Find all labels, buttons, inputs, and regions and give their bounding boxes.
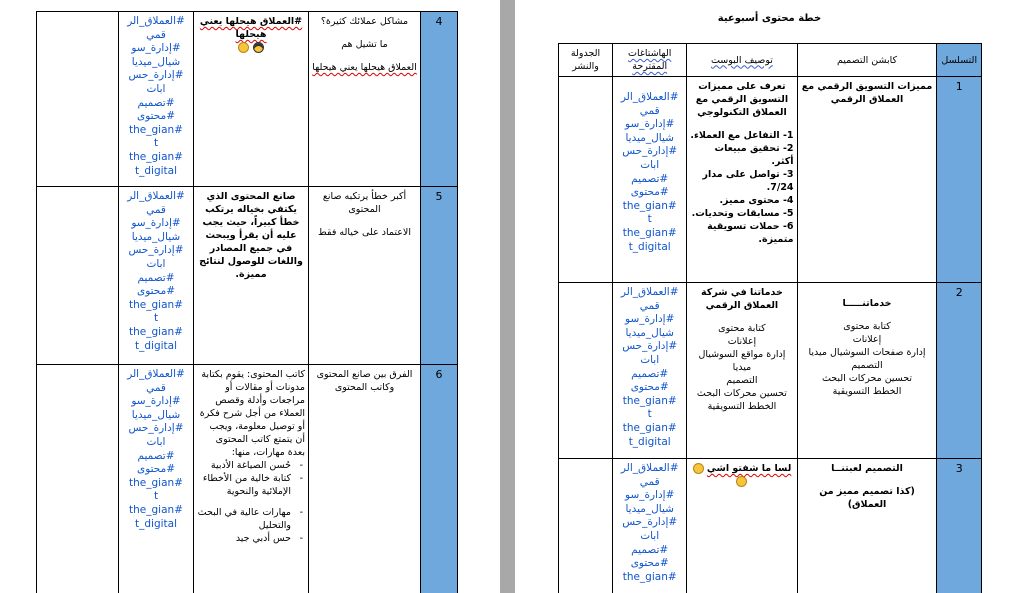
hashtag: t [153, 312, 159, 325]
hashtag: شيال_ميديا [131, 408, 181, 421]
caption-line: ما تشيل هم [341, 39, 388, 50]
list-item: كتابة محتوى [718, 323, 766, 334]
caption-cell [309, 187, 421, 365]
row-number: 6 [421, 365, 458, 593]
caption-line: الفرق بين صانع المحتوى وكاتب المحتوى [316, 369, 413, 393]
hashtag: #the_gian [622, 421, 677, 434]
schedule-cell [37, 365, 119, 593]
row-number: 5 [421, 187, 458, 365]
hashtag: شيال_ميديا [131, 55, 181, 68]
hashtag: t_digital [135, 517, 177, 530]
hashtag: #إدارة_حس [128, 244, 184, 257]
list-item: - مهارات عالية في البحث والتحليل [197, 506, 291, 532]
schedule-cell [559, 283, 613, 459]
hashtag: #تصميم [631, 543, 669, 556]
hashtag: #العملاق_الر [127, 190, 185, 202]
hashtag: t_digital [135, 164, 177, 177]
list-item: التصميم [726, 375, 758, 386]
header-post-description: توصيف البوست [687, 44, 797, 77]
table-row [37, 365, 458, 593]
post-text: لسا ما شفتو اشي [706, 463, 792, 474]
hashtag: #محتوى [630, 381, 669, 394]
hashtag: #إدارة_سو [625, 118, 675, 131]
list-item: 4- محتوى مميز. [719, 195, 794, 206]
hashtag: #the_gian [622, 570, 677, 583]
hashtag: ابات [146, 257, 166, 270]
hashtag: ابات [640, 529, 660, 542]
hashtag: t [153, 137, 159, 150]
hashtag: شيال_ميديا [625, 502, 674, 515]
post-title: خدماتنا في شركة العملاق الرقمي [701, 287, 783, 311]
hashtag: #the_gian [129, 298, 183, 311]
hashtag: #the_gian [622, 226, 677, 239]
hashtag: #محتوى [136, 285, 175, 298]
table-row [37, 187, 458, 365]
list-item: تحسين محركات البحث [696, 388, 787, 399]
caption-cell: مميزات التسويق الرقمي مع العملاق الرقمي [797, 77, 937, 283]
hashtag: #محتوى [136, 110, 175, 123]
row-number: 4 [421, 12, 458, 187]
caption-line: أكبر خطأ يرتكبه صانع المحتوى [322, 191, 407, 215]
hashtag: ابات [640, 158, 660, 171]
list-item: كتابة محتوى [843, 321, 891, 332]
hashtag: شيال_ميديا [131, 230, 181, 243]
hashtags-cell [613, 459, 687, 593]
hashtag: قمي [146, 203, 166, 216]
hashtag: #إدارة_حس [128, 69, 184, 82]
hashtag: ابات [640, 353, 660, 366]
hashtag: #محتوى [136, 463, 175, 476]
hashtag: t_digital [628, 240, 671, 253]
caption-cell [309, 365, 421, 593]
hashtag: #the_gian [622, 199, 677, 212]
content-plan-table-continued [36, 11, 458, 593]
document-page-left [0, 0, 500, 593]
sunglasses-emoji-icon [253, 42, 264, 53]
caption-title: خدماتنـــــا [842, 298, 892, 309]
smile-emoji-icon [238, 42, 249, 53]
hashtag: #العملاق_الر [620, 462, 679, 474]
table-row [559, 283, 982, 459]
list-item: 5- مسابقات وتحديات. [691, 208, 794, 219]
post-description-cell [687, 77, 797, 283]
hashtag: شيال_ميديا [625, 131, 674, 144]
list-item: 6- حملات تسويقية متميزة. [707, 221, 794, 245]
row-number: 2 [937, 283, 982, 459]
hashtag: #العملاق_الر [620, 91, 679, 103]
hashtag: #إدارة_سو [131, 395, 181, 408]
caption-cell [797, 459, 937, 593]
hashtags-cell [119, 12, 194, 187]
hashtag: #تصميم [631, 172, 669, 185]
hashtag: t [647, 408, 652, 421]
hashtag: t_digital [628, 435, 671, 448]
document-title: خطة محتوى أسبوعية [717, 13, 822, 24]
hashtag: قمي [146, 381, 166, 394]
list-item: - كتابة خالية من الأخطاء الإملائية والنحوية [197, 472, 291, 498]
table-row [37, 12, 458, 187]
hashtag: #the_gian [622, 394, 677, 407]
post-description-cell [194, 12, 309, 187]
list-item: التصميم [851, 360, 883, 371]
list-item: - حُسن الصياغة الأدبية [197, 459, 291, 472]
hashtag: #تصميم [631, 367, 669, 380]
caption-line: الاعتماد على خياله فقط [318, 227, 411, 238]
post-description-cell [194, 365, 309, 593]
list-item: تحسين محركات البحث [821, 373, 913, 384]
hashtag: #العملاق_الر [620, 286, 679, 298]
hashtag: ابات [146, 435, 166, 448]
caption-title: التصميم لعبتنــا [831, 463, 903, 474]
list-item: إعلانات [727, 336, 757, 347]
hashtag: #العملاق_الر [127, 368, 185, 380]
hashtag: #the_gian [129, 476, 183, 489]
hashtag: #the_gian [129, 150, 183, 163]
hashtag: t_digital [135, 339, 177, 352]
list-item: 3- تواصل على مدار 7/24. [702, 169, 794, 193]
row-number: 1 [937, 77, 982, 283]
hashtag: #the_gian [129, 123, 183, 136]
list-item: إعلانات [852, 334, 882, 345]
post-text: صانع المحتوى الذي يكتفي بخياله يرتكب خطأ كبيراً، حيث يجب عليه أن يقرأ ويبحث في جميع المصادر واللغات للوصول لنتائج مميزة. [199, 191, 303, 280]
hashtag: #إدارة_سو [625, 489, 675, 502]
schedule-cell [559, 77, 613, 283]
list-item: إدارة مواقع السوشيال ميديا [698, 349, 786, 373]
hashtag: #محتوى [630, 557, 669, 570]
hashtag: t [153, 490, 159, 503]
table-row [559, 77, 982, 283]
schedule-cell [37, 187, 119, 365]
header-hashtags: الهاشتاغات المقترحة [613, 44, 687, 77]
hashtag: #تصميم [137, 271, 175, 284]
caption-line: العملاق هيحلها يعني هيحلها [312, 62, 417, 73]
skills-list [197, 459, 305, 545]
header-serial: التسلسل [937, 44, 982, 77]
table-row [559, 459, 982, 593]
smile-emoji-icon [693, 463, 704, 474]
hashtag: #تصميم [137, 449, 175, 462]
hashtag: #إدارة_حس [622, 340, 678, 353]
table-header-row [559, 44, 982, 77]
hashtag: #إدارة_حس [622, 516, 678, 529]
caption-cell [309, 12, 421, 187]
hashtag: قمي [639, 299, 660, 312]
list-item: إدارة صفحات السوشيال ميديا [808, 347, 926, 358]
post-description-cell [687, 283, 797, 459]
hashtag: ابات [146, 82, 166, 95]
hashtag: شيال_ميديا [625, 326, 674, 339]
schedule-cell [37, 12, 119, 187]
row-number: 3 [937, 459, 982, 593]
schedule-cell [559, 459, 613, 593]
laughing-emoji-icon [736, 476, 747, 487]
post-intro: تعرف على مميزات التسويق الرقمي مع العملاق التكنولوجي [695, 81, 789, 118]
content-plan-table [558, 43, 982, 593]
header-schedule: الجدولة والنشر [559, 44, 613, 77]
hashtag: #محتوى [630, 186, 669, 199]
hashtag: قمي [639, 475, 660, 488]
document-page-right [515, 0, 1024, 593]
list-item: 1- التفاعل مع العملاء. [690, 130, 794, 141]
post-intro: كاتب المحتوى: يقوم بكتابة مدونات أو مقالات أو مراجعات وأدلة وقصص العملاء من أجل شرح فكرة أو توصيل معلومة، ويجب أن يتمتع كاتب المحتوى بعدة مهارات، منها: [199, 369, 305, 458]
hashtags-cell [613, 283, 687, 459]
hashtag: #تصميم [137, 96, 175, 109]
hashtag: t [647, 213, 652, 226]
post-description-cell [194, 187, 309, 365]
hashtag: #إدارة_سو [131, 217, 181, 230]
caption-subtitle: (كذا تصميم مميز من العملاق) [819, 486, 915, 510]
hashtags-cell [613, 77, 687, 283]
hashtag: قمي [146, 28, 166, 41]
caption-cell [797, 283, 937, 459]
post-text: #العملاق هيحلها يعني هيحلها [199, 16, 303, 40]
hashtag: #the_gian [129, 325, 183, 338]
hashtag: #إدارة_سو [625, 313, 675, 326]
header-caption: كابشن التصميم [797, 44, 937, 77]
hashtag: #العملاق_الر [127, 15, 185, 27]
caption-line: مشاكل عملائك كثيرة؟ [320, 16, 409, 27]
hashtag: قمي [639, 104, 660, 117]
post-description-cell [687, 459, 797, 593]
hashtag: #إدارة_سو [131, 42, 181, 55]
list-item: الخطط التسويقية [707, 401, 777, 412]
hashtag: #the_gian [129, 503, 183, 516]
hashtags-cell [119, 187, 194, 365]
hashtags-cell [119, 365, 194, 593]
list-item: الخطط التسويقية [832, 386, 902, 397]
hashtag: #إدارة_حس [128, 422, 184, 435]
hashtag: #إدارة_حس [622, 145, 678, 158]
list-item: 2- تحقيق مبيعات أكثر. [714, 143, 794, 167]
list-item: - حس أدبي جيد [197, 532, 291, 545]
